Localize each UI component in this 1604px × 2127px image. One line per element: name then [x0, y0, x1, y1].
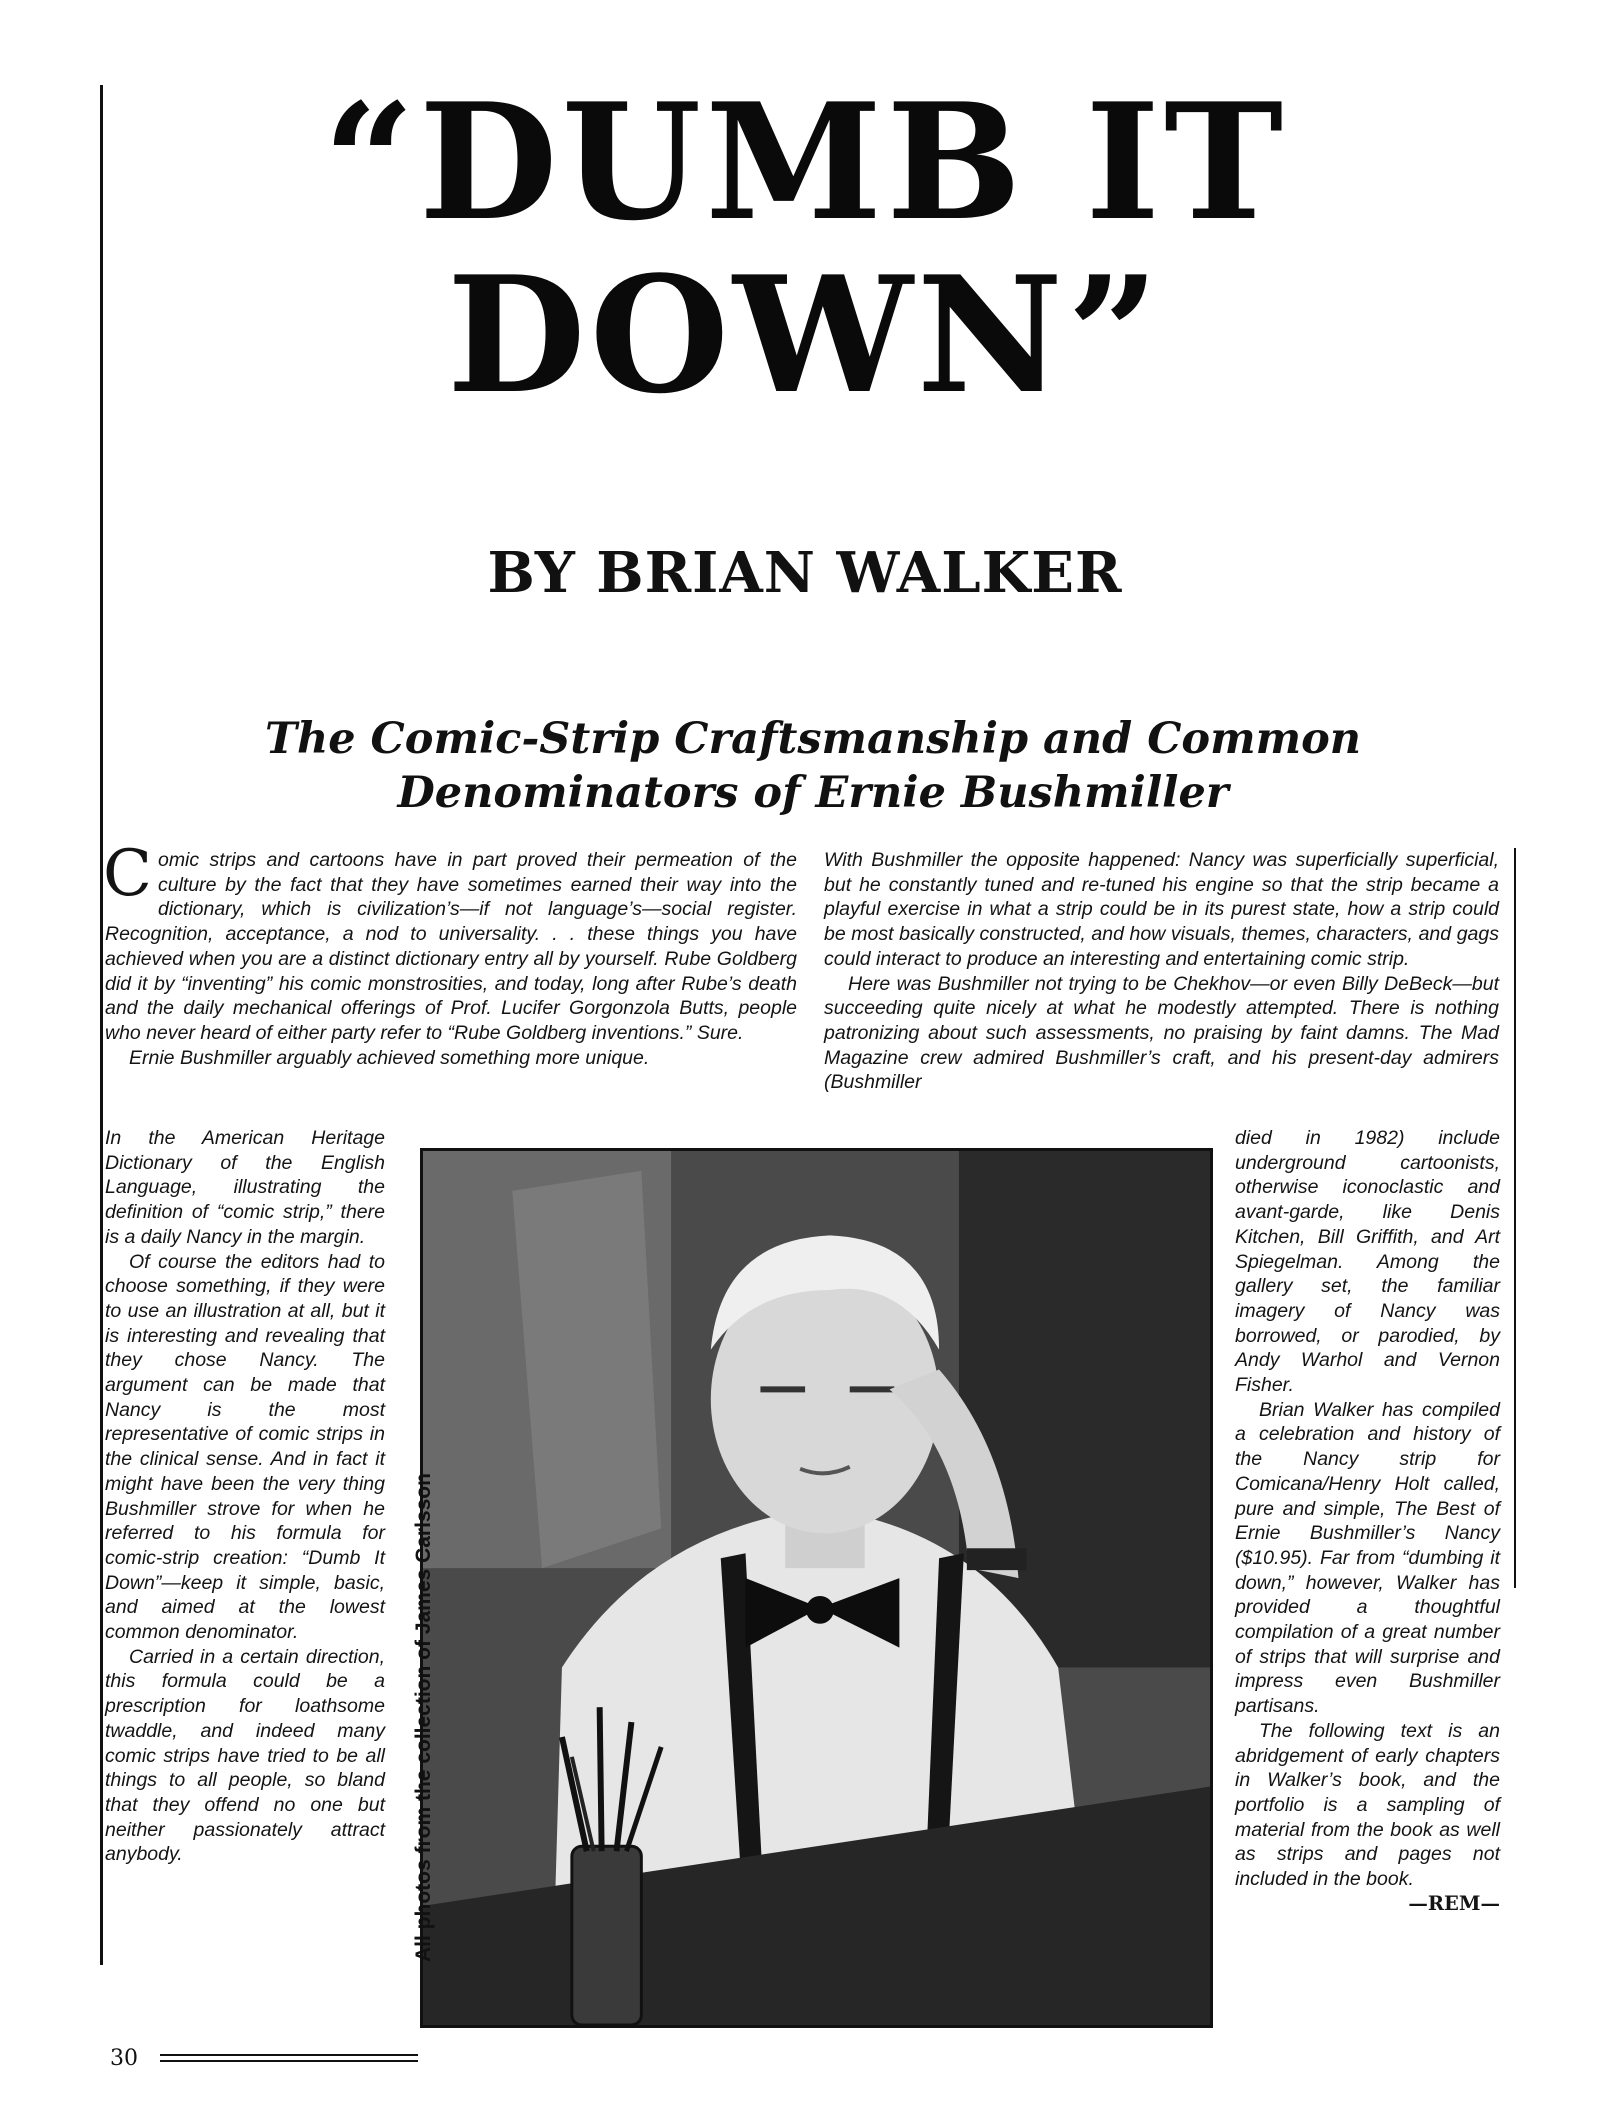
headline-line-1: “DUMB IT	[322, 68, 1288, 256]
left-column-rule	[100, 85, 103, 1965]
portrait-photo	[420, 1148, 1213, 2028]
paragraph: Ernie Bushmiller arguably achieved something more unique.	[129, 1046, 650, 1069]
paragraph: Of course the editors had to choose something, if they were to use an illustration at all, but it is interesting and revealing that they chose Nancy. The argument can be made that Nancy is the most representative of comic strips in the clinical sense. And in fact it might have been the very thing Bushmiller strove for when he referred to his formula for comic-strip creation: “Dumb It Down”—keep it simple, basic, and aimed at the lowest common denominator.	[105, 1250, 385, 1644]
subtitle-line-2: Denominators of Ernie Bushmiller	[397, 768, 1229, 818]
subtitle-line-1: The Comic-Strip Craftsmanship and Common	[264, 714, 1362, 764]
column-2-top	[824, 848, 1499, 1095]
paragraph-text: omic strips and cartoons have in part proved their permeation of the culture by the fact that they have sometimes earned their way into the dictionary, which is civilization’s—if not language’s—social register. Recognition, acceptance, a nod to universality. . . these things you have achieved when you are a distinct dictionary entry all by yourself. Rube Goldberg did it by “inventing” his comic monstrosities, and today, long after Rube’s death and the daily mechanical offerings of Prof. Lucifer Gorgonzola Butts, people who never heard of either party refer to “Rube Goldberg inventions.” Sure.	[105, 849, 797, 1044]
paragraph: Here was Bushmiller not trying to be Chekhov—or even Billy DeBeck—but succeeding quite nicely at what he modestly attempted. There is nothing patronizing about such assessments, no praising by faint damns. The Mad Magazine crew admired Bushmiller’s craft, and his present-day admirers (Bushmiller	[824, 972, 1499, 1094]
column-1-top	[103, 837, 797, 1070]
page-number: 30	[110, 2046, 138, 2071]
headline-line-2: DOWN”	[446, 241, 1164, 429]
column-1-narrow	[105, 1126, 385, 1867]
paragraph: The following text is an abridgement of early chapters in Walker’s book, and the portfolio is a sampling of material from the book as well as strips and pages not included in the book.	[1235, 1719, 1500, 1891]
paragraph: died in 1982) include underground cartoonists, otherwise iconoclastic and avant-garde, like Denis Kitchen, Bill Griffith, and Art Spiegelman. Among the gallery set, the familiar imagery of Nancy was borrowed, or parodied, by Andy Warhol and Vernon Fisher.	[1235, 1127, 1500, 1397]
portrait-illustration	[423, 1151, 1210, 2025]
paragraph: With Bushmiller the opposite happened: Nancy was superficially superficial, but he constantly tuned and re-tuned his engine so that the strip became a playful exercise in what a strip could be in its purest state, how a strip could be most basically constructed, and how visuals, themes, characters, and gags could interact to produce an interesting and entertaining comic strip.	[824, 849, 1499, 970]
footer-rule	[160, 2054, 418, 2056]
footer-rule	[160, 2060, 418, 2062]
signoff: —REM—	[1408, 1891, 1500, 1915]
column-2-narrow	[1235, 1126, 1500, 1917]
paragraph: Carried in a certain direction, this formula could be a prescription for loathsome twaddle, and indeed many comic strips have tried to be all things to all people, so bland that they offend no one but neither passionately attract anybody.	[105, 1645, 385, 1866]
paragraph: Brian Walker has compiled a celebration and history of the Nancy strip for Comicana/Henry Holt called, pure and simple, The Best of Ernie Bushmiller’s Nancy ($10.95). Far from “dumbing it down,” however, Walker has provided a thoughtful compilation of a great number of strips that will surprise and impress even Bushmiller partisans.	[1235, 1398, 1500, 1718]
drop-cap: C	[103, 837, 152, 911]
paragraph: In the American Heritage Dictionary of the English Language, illustrating the definition of “comic strip,” there is a daily Nancy in the margin.	[105, 1127, 385, 1248]
photo-credit-text: All photos from the collection of James Carlsson	[412, 1473, 435, 1962]
paragraph	[103, 837, 797, 1046]
right-column-rule	[1514, 848, 1516, 1588]
subtitle	[118, 712, 1508, 820]
byline: BY BRIAN WALKER	[487, 540, 1123, 606]
